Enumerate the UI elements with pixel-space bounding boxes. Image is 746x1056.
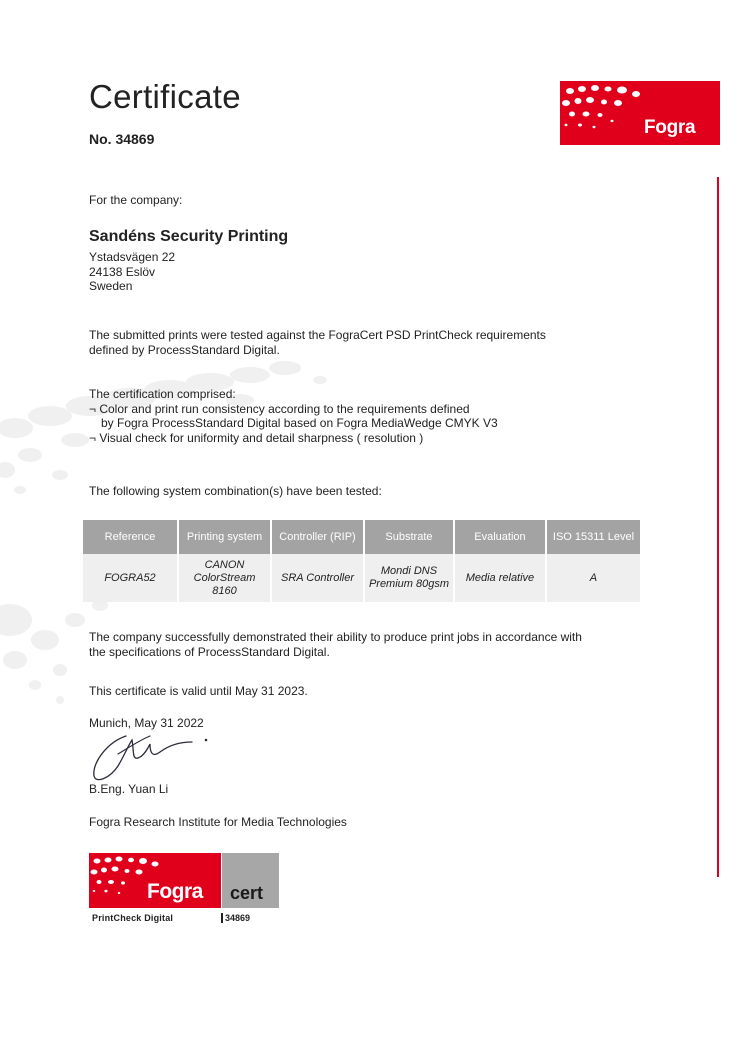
table-header-row — [83, 520, 640, 554]
certificate-title: Certificate — [89, 78, 241, 115]
address-country: Sweden — [89, 279, 133, 293]
table-row — [83, 554, 640, 602]
company-address — [89, 250, 175, 294]
scope-item-1: ¬ Color and print run consistency according to the requirements defined — [89, 401, 470, 416]
system-table — [81, 520, 642, 602]
badge-label: PrintCheck Digital — [92, 913, 174, 923]
scope-heading: The certification comprised: — [89, 387, 236, 401]
cell-reference: FOGRA52 — [83, 554, 177, 602]
scope-item-2: ¬ Visual check for uniformity and detail sharpness ( resolution ) — [89, 430, 424, 445]
header-iso-level: ISO 15311 Level — [547, 520, 640, 554]
success-line-1: The company successfully demonstrated their ability to produce print jobs in accordance with — [89, 630, 582, 644]
red-accent-line — [717, 177, 719, 877]
badge-number: 34869 — [221, 913, 250, 923]
header-substrate: Substrate — [365, 520, 453, 554]
badge-red-panel — [89, 853, 221, 908]
cell-iso-level: A — [547, 554, 640, 602]
tested-line-2: defined by ProcessStandard Digital. — [89, 342, 280, 357]
signature — [88, 728, 218, 786]
cell-controller: SRA Controller — [272, 554, 363, 602]
header-reference: Reference — [83, 520, 177, 554]
company-intro: For the company: — [89, 193, 183, 207]
company-name: Sandéns Security Printing — [89, 228, 289, 245]
success-statement — [89, 630, 582, 659]
cell-printing-system: CANON ColorStream 8160 — [179, 554, 270, 602]
certificate-number: No. 34869 — [89, 131, 155, 147]
header-controller: Controller (RIP) — [272, 520, 363, 554]
certification-scope — [89, 387, 498, 445]
fogra-logo-graphic — [560, 81, 720, 145]
header-printing-system: Printing system — [179, 520, 270, 554]
header-evaluation: Evaluation — [455, 520, 545, 554]
tested-line-1: The submitted prints were tested against the FograCert PSD PrintCheck requirements — [89, 328, 546, 342]
success-line-2: the specifications of ProcessStandard Digital. — [89, 644, 330, 659]
systems-heading: The following system combination(s) have been tested: — [89, 484, 382, 498]
institute-name: Fogra Research Institute for Media Technologies — [89, 815, 347, 829]
badge-cert-text: cert — [230, 883, 264, 903]
scope-item-1-cont: by Fogra ProcessStandard Digital based on Fogra MediaWedge CMYK V3 — [101, 416, 498, 430]
fogra-logo — [560, 81, 720, 145]
badge-fogra-text: Fogra — [147, 880, 203, 903]
fogracert-badge — [89, 853, 281, 929]
cell-evaluation: Media relative — [455, 554, 545, 602]
address-city: 24138 Eslöv — [89, 264, 156, 279]
validity-statement: This certificate is valid until May 31 2023. — [89, 684, 308, 698]
cell-substrate: Mondi DNS Premium 80gsm — [365, 554, 453, 602]
tested-statement — [89, 328, 546, 357]
fogra-logo-text: Fogra — [644, 117, 696, 138]
place-date: Munich, May 31 2022 — [89, 716, 204, 730]
signatory-name: B.Eng. Yuan Li — [89, 782, 169, 796]
address-street: Ystadsvägen 22 — [89, 250, 176, 264]
